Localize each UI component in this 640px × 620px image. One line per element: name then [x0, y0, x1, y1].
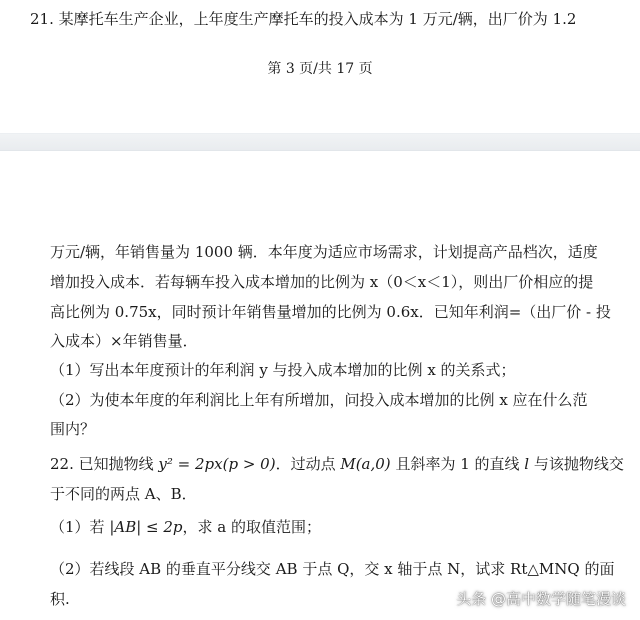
- watermark: 头条 @高中数学随笔漫谈: [456, 590, 626, 608]
- page-break: [0, 133, 640, 151]
- q22-part1-inequality: |AB| ≤ 2p: [109, 518, 183, 536]
- q22-stem-b: ．过动点: [275, 455, 341, 473]
- q22-stem-a: 22. 已知抛物线: [50, 455, 159, 473]
- q21-part2-line2: 围内？: [50, 420, 96, 438]
- q22-stem-line1: [50, 454, 624, 474]
- q21-part2-line1: （2）为使本年度的年利润比上年有所增加，问投入成本增加的比例 x 应在什么范: [50, 391, 588, 409]
- q22-stem-c: 且斜率为 1 的直线: [390, 455, 525, 473]
- page-footer: 第 3 页/共 17 页: [267, 61, 373, 77]
- q22-part2-line1: （2）若线段 AB 的垂直平分线交 AB 于点 Q，交 x 轴于点 N，试求 Rt△MNQ 的面: [50, 560, 615, 578]
- q21-continuation-1: 万元/辆，年销售量为 1000 辆．本年度为适应市场需求，计划提高产品档次，适度: [50, 243, 598, 261]
- q21-continuation-2: 增加投入成本．若每辆车投入成本增加的比例为 x（0＜x＜1），则出厂价相应的提: [50, 273, 594, 291]
- q22-part1-b: ，求 a 的取值范围；: [182, 518, 322, 536]
- q21-part1: （1）写出本年度预计的年利润 y 与投入成本增加的比例 x 的关系式；: [50, 361, 516, 379]
- q22-part2-line2: 积.: [50, 590, 70, 608]
- q22-part1: [50, 517, 321, 537]
- q22-part1-a: （1）若: [50, 518, 110, 536]
- q22-stem-line2: 于不同的两点 A、B．: [50, 485, 197, 503]
- q21-continuation-3: 高比例为 0.75x，同时预计年销售量增加的比例为 0.6x．已知年利润=（出厂价 - 投: [50, 303, 611, 321]
- q22-stem-d: 与该抛物线交: [529, 455, 624, 473]
- q21-first-line: 21. 某摩托车生产企业，上年度生产摩托车的投入成本为 1 万元/辆，出厂价为 1.2: [30, 10, 577, 28]
- q22-parabola-equation: y² = 2px(p > 0): [158, 455, 276, 473]
- q22-point-m: M(a,0): [340, 455, 391, 473]
- q22-line-l: l: [524, 455, 530, 473]
- q21-continuation-4: 入成本）×年销售量．: [50, 332, 198, 350]
